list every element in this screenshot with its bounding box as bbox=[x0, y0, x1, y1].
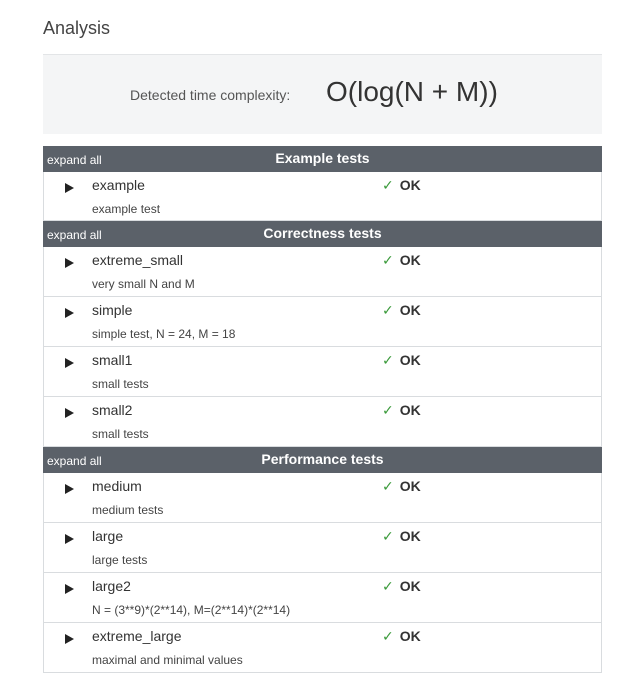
test-name: medium bbox=[92, 478, 142, 494]
triangle-right-icon[interactable] bbox=[65, 408, 74, 418]
triangle-right-icon[interactable] bbox=[65, 634, 74, 644]
status-text: OK bbox=[399, 402, 421, 418]
group-header-correctness bbox=[43, 221, 602, 247]
test-description: small tests bbox=[92, 427, 149, 441]
test-name: extreme_small bbox=[92, 252, 184, 268]
check-icon: ✓ bbox=[382, 578, 394, 594]
test-description: maximal and minimal values bbox=[92, 653, 243, 667]
test-name: small1 bbox=[92, 352, 133, 368]
check-icon: ✓ bbox=[382, 628, 394, 644]
expand-all-button[interactable]: expand all bbox=[47, 454, 102, 468]
test-status bbox=[382, 252, 421, 269]
status-text: OK bbox=[399, 478, 421, 494]
test-status bbox=[382, 528, 421, 545]
test-description: very small N and M bbox=[92, 277, 195, 291]
test-name: large2 bbox=[92, 578, 131, 594]
test-results bbox=[43, 146, 602, 673]
test-name: simple bbox=[92, 302, 133, 318]
test-name: large bbox=[92, 528, 124, 544]
expand-all-button[interactable]: expand all bbox=[47, 153, 102, 167]
triangle-right-icon[interactable] bbox=[65, 183, 74, 193]
test-description: medium tests bbox=[92, 503, 164, 517]
status-text: OK bbox=[399, 352, 421, 368]
test-description: N = (3**9)*(2**14), M=(2**14)*(2**14) bbox=[92, 603, 291, 617]
page-title: Analysis bbox=[43, 18, 111, 38]
test-status bbox=[382, 302, 421, 319]
status-text: OK bbox=[399, 177, 421, 193]
test-row[interactable] bbox=[43, 623, 602, 673]
test-row[interactable] bbox=[43, 247, 602, 297]
test-description: example test bbox=[92, 202, 161, 216]
test-row[interactable] bbox=[43, 397, 602, 447]
triangle-right-icon[interactable] bbox=[65, 358, 74, 368]
complexity-label: Detected time complexity: bbox=[130, 87, 291, 103]
group-header-example bbox=[43, 146, 602, 172]
check-icon: ✓ bbox=[382, 478, 394, 494]
triangle-right-icon[interactable] bbox=[65, 308, 74, 318]
check-icon: ✓ bbox=[382, 302, 394, 318]
test-row[interactable] bbox=[43, 473, 602, 523]
test-description: small tests bbox=[92, 377, 149, 391]
group-header-performance bbox=[43, 447, 602, 473]
status-text: OK bbox=[399, 528, 421, 544]
test-status bbox=[382, 478, 421, 495]
test-description: simple test, N = 24, M = 18 bbox=[92, 327, 236, 341]
test-name: example bbox=[92, 177, 145, 193]
test-status bbox=[382, 177, 421, 194]
check-icon: ✓ bbox=[382, 177, 394, 193]
triangle-right-icon[interactable] bbox=[65, 484, 74, 494]
test-name: extreme_large bbox=[92, 628, 182, 644]
group-title: Example tests bbox=[275, 150, 370, 166]
test-status bbox=[382, 352, 421, 369]
status-text: OK bbox=[399, 252, 421, 268]
test-row[interactable] bbox=[43, 573, 602, 623]
test-status bbox=[382, 628, 421, 645]
test-status bbox=[382, 578, 421, 595]
status-text: OK bbox=[399, 628, 421, 644]
test-description: large tests bbox=[92, 553, 148, 567]
test-row[interactable] bbox=[43, 347, 602, 397]
complexity-value: O(log(N + M)) bbox=[326, 76, 498, 107]
triangle-right-icon[interactable] bbox=[65, 584, 74, 594]
complexity-summary bbox=[43, 54, 602, 134]
check-icon: ✓ bbox=[382, 402, 394, 418]
status-text: OK bbox=[399, 578, 421, 594]
check-icon: ✓ bbox=[382, 352, 394, 368]
triangle-right-icon[interactable] bbox=[65, 534, 74, 544]
expand-all-button[interactable]: expand all bbox=[47, 228, 102, 242]
test-row[interactable] bbox=[43, 172, 602, 221]
group-title: Correctness tests bbox=[263, 225, 382, 241]
check-icon: ✓ bbox=[382, 252, 394, 268]
group-title: Performance tests bbox=[261, 451, 384, 467]
test-row[interactable] bbox=[43, 523, 602, 573]
check-icon: ✓ bbox=[382, 528, 394, 544]
status-text: OK bbox=[399, 302, 421, 318]
test-name: small2 bbox=[92, 402, 133, 418]
test-row[interactable] bbox=[43, 297, 602, 347]
triangle-right-icon[interactable] bbox=[65, 258, 74, 268]
test-status bbox=[382, 402, 421, 419]
